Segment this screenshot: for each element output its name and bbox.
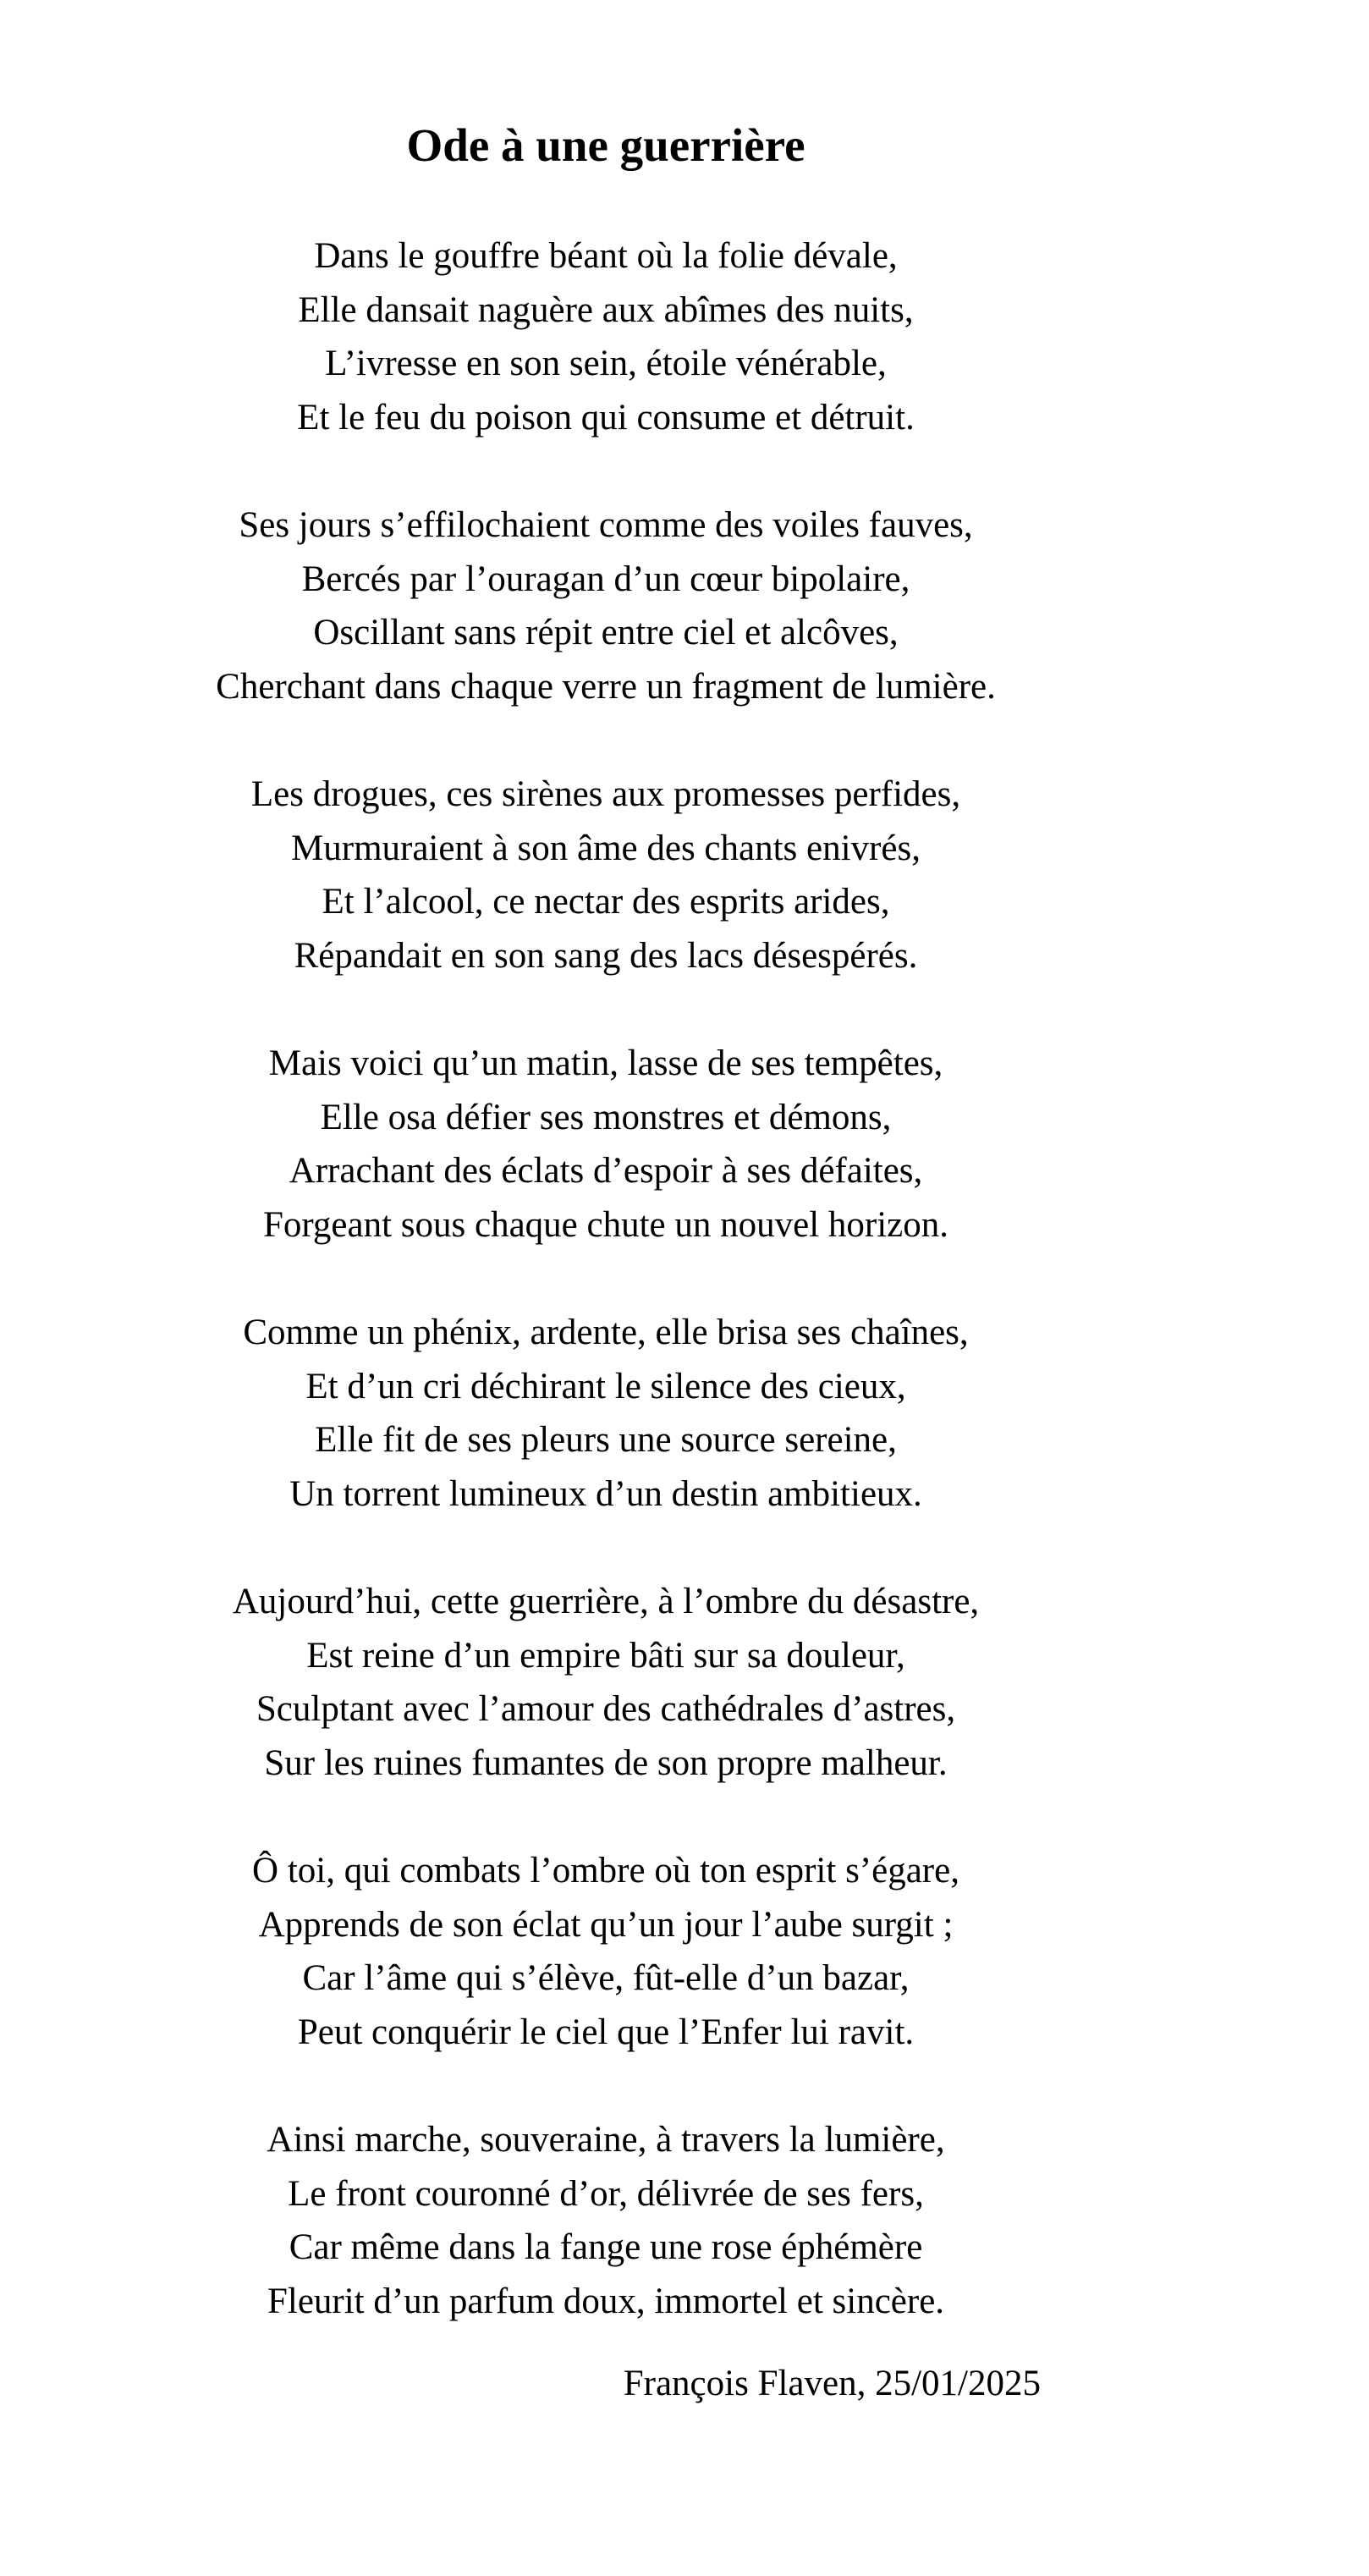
- poem-line: Un torrent lumineux d’un destin ambitieux.: [289, 1473, 922, 1514]
- poem-line: Peut conquérir le ciel que l’Enfer lui ravit.: [297, 2012, 915, 2052]
- poem-line: Fleurit d’un parfum doux, immortel et sincère.: [267, 2281, 945, 2321]
- poem-line: Répandait en son sang des lacs désespérés.: [294, 935, 918, 976]
- poem-line: Car même dans la fange une rose éphémère: [289, 2227, 923, 2267]
- poem-line: Est reine d’un empire bâti sur sa douleur,: [306, 1635, 905, 1676]
- stanza-6: [0, 1575, 1212, 1790]
- poem-line: Ses jours s’effilochaient comme des voiles fauves,: [239, 505, 973, 545]
- stanza-1: [0, 229, 1212, 444]
- poem-line: Et le feu du poison qui consume et détruit.: [297, 397, 915, 438]
- poem-line: Elle dansait naguère aux abîmes des nuits,: [298, 289, 914, 330]
- poem-line: Mais voici qu’un matin, lasse de ses tempêtes,: [268, 1043, 943, 1083]
- poem-line: Car l’âme qui s’élève, fût-elle d’un bazar,: [302, 1958, 910, 1998]
- poem-line: Et d’un cri déchirant le silence des cieux,: [305, 1366, 906, 1406]
- poem-line: Oscillant sans répit entre ciel et alcôves,: [313, 613, 899, 652]
- poem-line: Comme un phénix, ardente, elle brisa ses chaînes,: [243, 1313, 969, 1352]
- author-signature: François Flaven, 25/01/2025: [623, 2364, 1041, 2403]
- poem-line: Cherchant dans chaque verre un fragment de lumière.: [216, 666, 996, 707]
- poem-line: Ô toi, qui combats l’ombre où ton esprit s’égare,: [252, 1851, 959, 1891]
- stanza-2: [0, 498, 1212, 713]
- poem-line: Dans le gouffre béant où la folie dévale,: [314, 236, 898, 276]
- poem-line: Murmuraient à son âme des chants enivrés,: [291, 828, 921, 868]
- poem-body: [0, 229, 1212, 2382]
- poem-title: Ode à une guerrière: [406, 119, 805, 171]
- poem-line: Les drogues, ces sirènes aux promesses perfides,: [250, 774, 961, 814]
- poem-line: Aujourd’hui, cette guerrière, à l’ombre du désastre,: [232, 1582, 980, 1621]
- stanza-8: [0, 2113, 1212, 2328]
- poem-line: Elle osa défier ses monstres et démons,: [320, 1097, 892, 1137]
- stanza-3: [0, 768, 1212, 983]
- poem-line: Ainsi marche, souveraine, à travers la lumière,: [267, 2120, 945, 2160]
- poem-line: Sculptant avec l’amour des cathédrales d’astres,: [256, 1689, 956, 1729]
- poem-line: Apprends de son éclat qu’un jour l’aube surgit ;: [258, 1904, 954, 1945]
- poem-line: Et l’alcool, ce nectar des esprits arides,: [322, 882, 890, 922]
- poem-line: Bercés par l’ouragan d’un cœur bipolaire,: [301, 559, 910, 599]
- poem-line: Forgeant sous chaque chute un nouvel horizon.: [262, 1204, 949, 1245]
- stanza-7: [0, 1844, 1212, 2059]
- poem-line: Elle fit de ses pleurs une source sereine,: [315, 1420, 897, 1460]
- poem-line: Arrachant des éclats d’espoir à ses défaites,: [289, 1151, 923, 1191]
- poem-line: Le front couronné d’or, délivrée de ses fers,: [288, 2173, 924, 2214]
- stanza-4: [0, 1037, 1212, 1252]
- stanza-5: [0, 1306, 1212, 1521]
- poem-line: Sur les ruines fumantes de son propre malheur.: [264, 1742, 948, 1783]
- poem-line: L’ivresse en son sein, étoile vénérable,: [325, 344, 887, 383]
